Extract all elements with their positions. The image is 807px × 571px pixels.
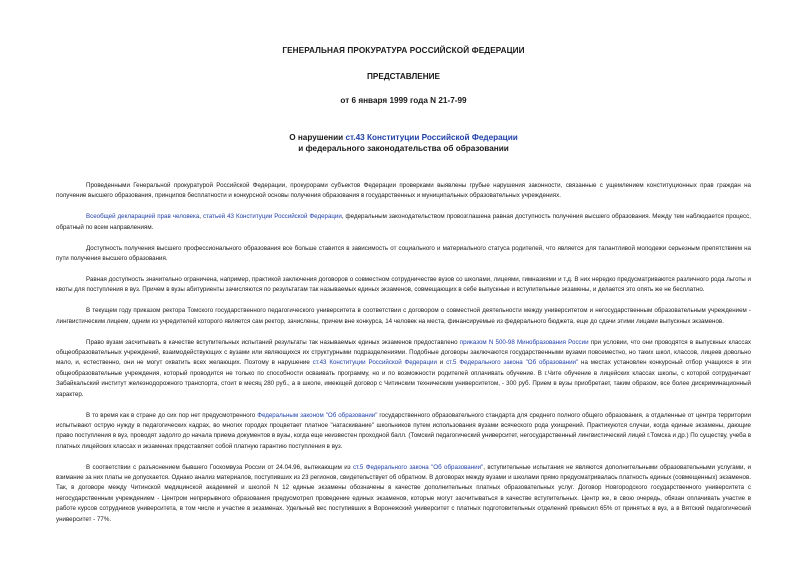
paragraph-text: на местах установлен конкурсный отбор учащихся в эти общеобразовательные учреждения, который проводится не только по способности осваивать программу, но и по возможности родителей оплачивать обучение. В г.Чите обучение в лицейских классах школы, с которой сотрудничает Забайкальский институт железнодорожного транспорта, стоит в месяц 280 руб., а в школе, имеющей договор с Читинским техническим университетом, - 300 руб. Прием в вузы приобретает, таким образом, все более дискриминационный характер. bbox=[56, 359, 751, 398]
subject-line-2: и федерального законодательства об образовании bbox=[298, 144, 509, 153]
paragraph-text: Равная доступность значительно ограничена, например, практикой заключения договоров о совместном сотрудничестве вузов со школами, лицеями, гимназиями и т.д. В них нередко предусматриваются различного рода льготы и квоты для поступления в вуз. Причем в вузы абитуриенты зачисляются по результатам так называемых единых экзаменов, совмещающих в себе выпускные и вступительные экзамены, и делается это опять же не бесплатно. bbox=[56, 275, 751, 294]
paragraph-text: Проведенными Генеральной прокуратурой Российской Федерации, прокурорами субъектов Федерации проверками выявлены грубые нарушения законности, связанные с ущемлением конституционных прав граждан на получение высшего образования, принципов бесплатности и конкурсной основы получения образования в государственных и муниципальных образовательных учреждениях. bbox=[56, 182, 751, 200]
paragraph-text: В соответствии с разъяснением бывшего Госкомвуза России от 24.04.96, вытекающим из bbox=[86, 463, 353, 471]
paragraph-text: В то время как в стране до сих пор нет предусмотренного bbox=[86, 411, 258, 419]
paragraph-3 bbox=[56, 244, 751, 265]
paragraph-1 bbox=[56, 181, 751, 202]
education-law-art5-link[interactable]: ст.5 Федерального закона "Об образовании" bbox=[446, 359, 579, 367]
paragraph-text: , федеральным законодательством провозглашена равная доступность получения высшего образования. Между тем наблюдается процесс, обратный по всем направлениям. bbox=[56, 213, 751, 231]
paragraph-4 bbox=[56, 275, 751, 296]
paragraph-text: , bbox=[199, 213, 203, 221]
document-type: ПРЕДСТАВЛЕНИЕ bbox=[367, 72, 440, 81]
paragraph-text: при условии, что они проводятся в выпускных классах общеобразовательных учреждений, взаимодействующих с вузами или являющихся их структурными подразделениями. Подобные договоры заключаются государственными вузами повсеместно, но таких школ, классов, лицеев довольно мало, и, естественно, они не могут охватить всех желающих. Поэтому в нарушение bbox=[56, 338, 751, 367]
paragraph-text: , вступительные испытания не являются дополнительными образовательными услугами, и взимание за них платы не допускается. Однако анализ материалов, поступивших из 23 регионов, свидетельствует об обратном. В договорах между вузами и школами прямо предусматривалась платность единых (совмещенных) экзаменов. Так, в договоре между Читинской медицинской академией и школой N 12 единые экзамены обозначены в качестве дополнительных платных образовательных услуг. Договор Новгородского государственного университета с негосударственным учреждением - Центром непрерывного образования предусмотрел проведение единых экзаменов, которые могут засчитываться в качестве вступительных. Центр же, в свою очередь, обязан оплачивать участие в работе курсов сотрудников университета, в том числе и участие в экзаменах. Удельный вес поступивших в Воронежский университет с платных подготовительных отделений превысил 65% от принятых в вуз, а в Вятский педагогический университет - 77%. bbox=[56, 463, 751, 523]
document-date-number: от 6 января 1999 года N 21-7-99 bbox=[340, 96, 467, 105]
document-subject bbox=[56, 132, 751, 154]
education-law-link[interactable]: Федеральным законом "Об образовании" bbox=[257, 411, 378, 419]
order-500-98-link[interactable]: приказом N 500-98 Минобразования России bbox=[459, 338, 589, 346]
document-header bbox=[56, 0, 751, 154]
paragraph-text: В текущем году приказом ректора Томского государственного педагогического университета в соответствии с договором о совместной деятельности между университетом и негосударственным образовательным учреждением - лингвистическим лицеем, одним из учредителей которого является сам ректор, зачислены, причем вне конкурса, 14 человек на места, финансируемые из федерального бюджета, еще до сдачи этими лицами выпускных экзаменов. bbox=[56, 307, 751, 325]
issuing-organization: ГЕНЕРАЛЬНАЯ ПРОКУРАТУРА РОССИЙСКОЙ ФЕДЕРАЦИИ bbox=[282, 46, 525, 55]
paragraph-5 bbox=[56, 306, 751, 327]
paragraph-text: и bbox=[436, 359, 447, 367]
paragraph-6 bbox=[56, 338, 751, 400]
paragraph-text: государственного образовательного стандарта для среднего полного общего образования, а отдаленные от центра территории испытывают острую нужду в педагогических кадрах, во многих городах процветает платное "натаскивание" школьников путем использования вузами всяческого рода ухищрений. Практикуются случаи, когда единые экзамены, дающие право поступления в вуз, проводят задолго до начала приема документов в вузы, когда еще неизвестен проходной балл. (Томский педагогический университет, негосударственный лингвистический лицей г.Томска и др.) По существу, учеба в платных лицейских классах и экзаменах представляет собой платную гарантию поступления в вуз. bbox=[56, 411, 752, 450]
paragraph-text: Право вузам засчитывать в качестве вступительных испытаний результаты так называемых единых экзаменов предоставлено bbox=[86, 338, 460, 346]
constitution-art43-link[interactable]: статьей 43 Конституции Российской Федерации bbox=[202, 213, 342, 221]
education-law-art5-link[interactable]: ст.5 Федерального закона "Об образовании" bbox=[352, 463, 484, 471]
constitution-art43-link[interactable]: ст.43 Конституции Российской Федерации bbox=[345, 133, 518, 142]
human-rights-declaration-link[interactable]: Всеобщей декларацией прав человека bbox=[86, 213, 200, 221]
paragraph-7 bbox=[56, 411, 751, 453]
document-body bbox=[56, 181, 751, 525]
constitution-art43-link[interactable]: ст.43 Конституции Российской Федерации bbox=[312, 359, 437, 367]
subject-prefix: О нарушении bbox=[289, 133, 346, 142]
paragraph-2 bbox=[56, 212, 751, 233]
paragraph-text: Доступность получения высшего профессионального образования все больше ставится в зависимость от социального и материального статуса родителей, что является для талантливой молодежи серьезным препятствием на пути получения высшего образования. bbox=[56, 244, 751, 263]
paragraph-8 bbox=[56, 463, 751, 525]
